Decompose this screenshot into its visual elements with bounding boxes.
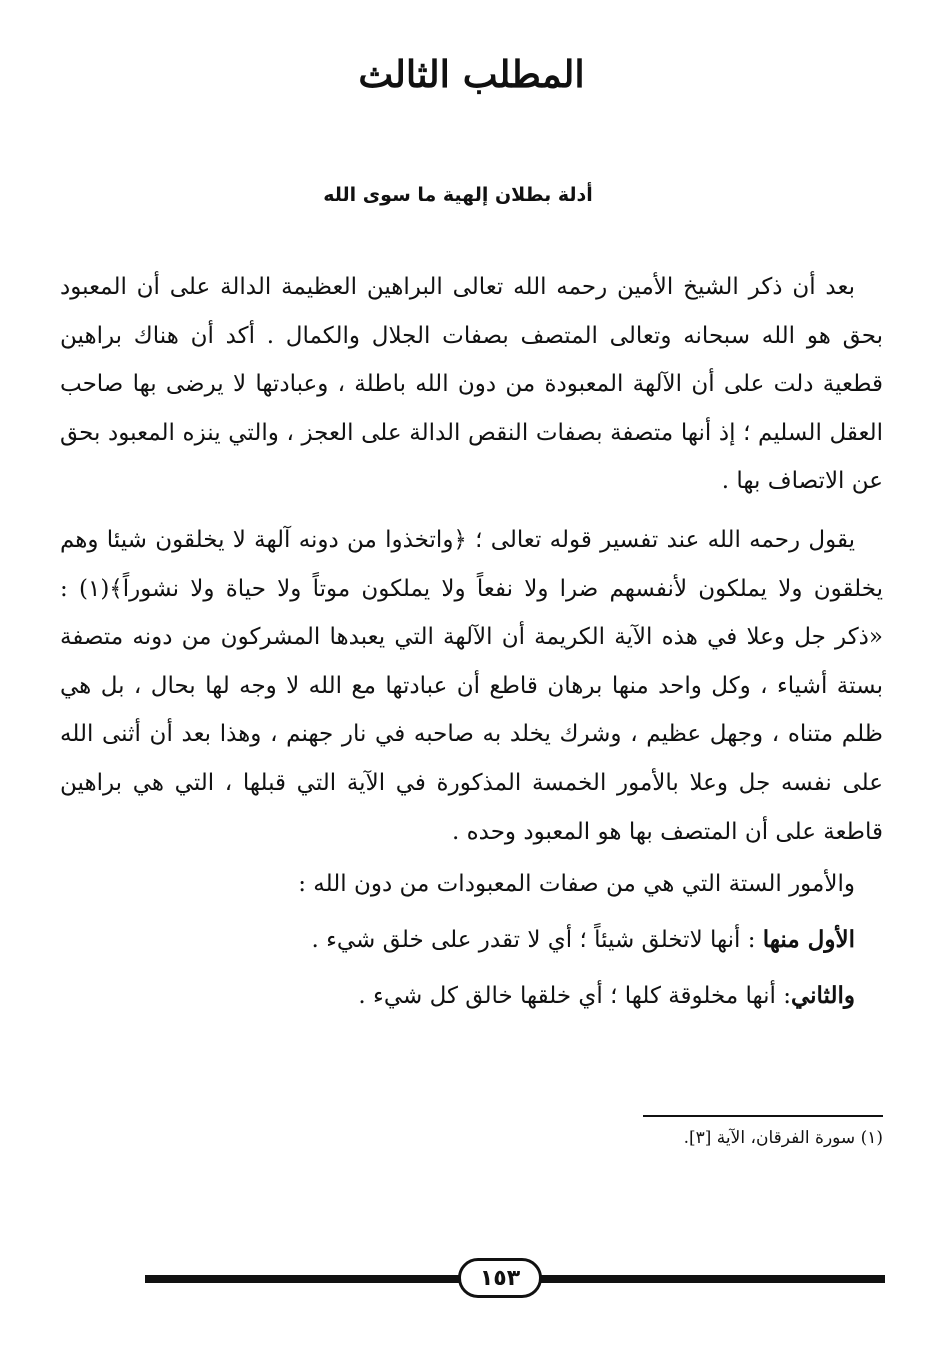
page-number: ١٥٣ (458, 1258, 542, 1298)
list-item-text: : أنها لاتخلق شيئاً ؛ أي لا تقدر على خلق شيء . (311, 927, 763, 954)
list-item-label: الأول منها (762, 926, 855, 954)
body-text (60, 263, 883, 1024)
chapter-title: المطلب الثالث (358, 52, 585, 96)
list-item (60, 912, 883, 968)
footnote: (١) سورة الفرقان، الآية [٣]. (683, 1128, 883, 1148)
paragraph-quote: يقول رحمه الله عند تفسير قوله تعالى ؛ ﴿واتخذوا من دونه آلهة لا يخلقون شيئا وهم يخلقون ولا يملكون لأنفسهم ضرا ولا نفعاً ولا يملكون موتاً ولا حياة ولا نشوراً﴾(١) : «ذكر جل وعلا في هذه الآية الكريمة أن الآلهة التي يعبدها المشركون من دونه متصفة بستة أشياء ، وكل واحد منها برهان قاطع أن عبادتها مع الله لا وجه لها بحال ، بل هي ظلم متناه ، وجهل عظيم ، وشرك يخلد به صاحبه في نار جهنم ، وهذا بعد أن أثنى الله على نفسه جل وعلا بالأمور الخمسة المذكورة في الآية التي قبلها ، التي هي براهين قاطعة على أن المتصف بها هو المعبود وحده . (60, 526, 883, 845)
list-item-text: : أنها مخلوقة كلها ؛ أي خلقها خالق كل شيء . (358, 983, 791, 1010)
paragraph-list-intro: والأمور الستة التي هي من صفات المعبودات من دون الله : (298, 871, 855, 898)
footnote-divider (643, 1115, 883, 1117)
list-item (60, 968, 883, 1024)
paragraph-intro: بعد أن ذكر الشيخ الأمين رحمه الله تعالى البراهين العظيمة الدالة على أن المعبود بحق هو الله سبحانه وتعالى المتصف بصفات الجلال والكمال . أكد أن هناك براهين قطعية دلت على أن الآلهة المعبودة من دون الله باطلة ، وعبادتها لا يرضى بها صاحب العقل السليم ؛ إذ أنها متصفة بصفات النقص الدالة على العجز ، والتي ينزه المعبود بحق عن الاتصاف بها . (60, 274, 883, 495)
section-heading: أدلة بطلان إلهية ما سوى الله (323, 184, 593, 206)
list-item-label: والثاني (790, 982, 855, 1010)
